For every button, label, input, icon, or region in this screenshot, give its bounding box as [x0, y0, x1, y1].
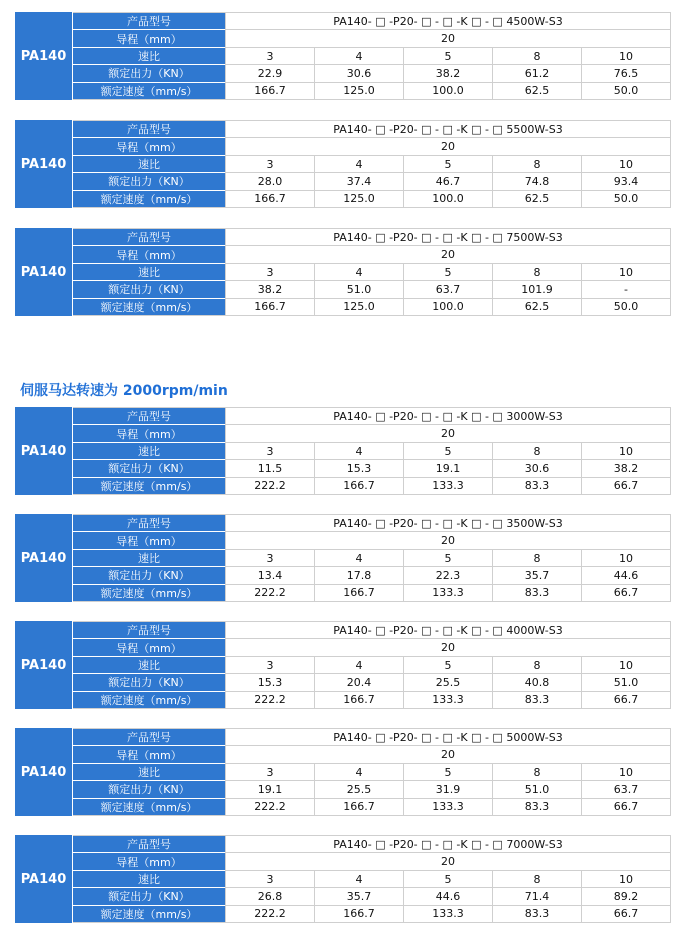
- series-label: PA140: [15, 407, 73, 495]
- row-lead: [73, 853, 671, 870]
- row-speed: [73, 692, 671, 709]
- label-force: 额定出力（KN）: [73, 460, 225, 477]
- label-lead: 导程（mm）: [73, 138, 225, 155]
- speed-value: 50.0: [581, 83, 671, 99]
- ratio-value: 5: [403, 764, 492, 780]
- label-model: 产品型号: [73, 13, 225, 30]
- model-code: PA140- □ -P20- □ - □ -K □ - □ 4500W-S3: [225, 13, 671, 29]
- lead-value: 20: [225, 246, 671, 262]
- speed-value: 50.0: [581, 299, 671, 315]
- speed-value: 166.7: [225, 83, 314, 99]
- row-force: [73, 281, 671, 298]
- force-value: 13.4: [225, 567, 314, 583]
- row-model: [73, 835, 671, 853]
- label-ratio: 速比: [73, 871, 225, 888]
- force-value: -: [581, 281, 671, 297]
- spec-rows: [73, 835, 671, 923]
- ratio-value: 8: [492, 550, 581, 566]
- section-title: 伺服马达转速为 2000rpm/min: [20, 383, 228, 399]
- row-ratio: [73, 48, 671, 65]
- speed-value: 66.7: [581, 799, 671, 815]
- ratio-value: 8: [492, 156, 581, 172]
- force-value: 20.4: [314, 674, 403, 690]
- label-model: 产品型号: [73, 515, 225, 532]
- label-speed: 额定速度（mm/s）: [73, 799, 225, 815]
- force-value: 30.6: [314, 65, 403, 81]
- force-value: 74.8: [492, 173, 581, 189]
- ratio-value: 8: [492, 871, 581, 887]
- ratio-value: 5: [403, 264, 492, 280]
- row-force: [73, 173, 671, 190]
- spec-rows: [73, 12, 671, 100]
- speed-value: 100.0: [403, 191, 492, 207]
- spec-rows: [73, 728, 671, 816]
- speed-value: 166.7: [314, 478, 403, 494]
- speed-value: 222.2: [225, 478, 314, 494]
- force-value: 30.6: [492, 460, 581, 476]
- speed-value: 166.7: [225, 191, 314, 207]
- row-ratio: [73, 657, 671, 674]
- row-ratio: [73, 264, 671, 281]
- ratio-value: 8: [492, 443, 581, 459]
- speed-value: 133.3: [403, 692, 492, 708]
- label-force: 额定出力（KN）: [73, 65, 225, 82]
- row-force: [73, 888, 671, 905]
- model-code: PA140- □ -P20- □ - □ -K □ - □ 4000W-S3: [225, 622, 671, 638]
- force-value: 44.6: [403, 888, 492, 904]
- force-value: 38.2: [225, 281, 314, 297]
- force-value: 11.5: [225, 460, 314, 476]
- label-ratio: 速比: [73, 48, 225, 65]
- speed-value: 166.7: [314, 799, 403, 815]
- label-force: 额定出力（KN）: [73, 281, 225, 298]
- speed-value: 166.7: [314, 906, 403, 922]
- force-value: 71.4: [492, 888, 581, 904]
- row-lead: [73, 138, 671, 155]
- speed-value: 133.3: [403, 585, 492, 601]
- row-model: [73, 728, 671, 746]
- row-model: [73, 12, 671, 30]
- row-force: [73, 674, 671, 691]
- force-value: 15.3: [314, 460, 403, 476]
- label-ratio: 速比: [73, 156, 225, 173]
- label-ratio: 速比: [73, 657, 225, 674]
- speed-value: 83.3: [492, 906, 581, 922]
- force-value: 26.8: [225, 888, 314, 904]
- label-lead: 导程（mm）: [73, 532, 225, 549]
- label-speed: 额定速度（mm/s）: [73, 585, 225, 601]
- force-value: 15.3: [225, 674, 314, 690]
- force-value: 44.6: [581, 567, 671, 583]
- spec-rows: [73, 514, 671, 602]
- ratio-value: 3: [225, 156, 314, 172]
- lead-value: 20: [225, 425, 671, 441]
- row-force: [73, 781, 671, 798]
- label-model: 产品型号: [73, 121, 225, 138]
- row-model: [73, 120, 671, 138]
- force-value: 25.5: [403, 674, 492, 690]
- ratio-value: 10: [581, 764, 671, 780]
- ratio-value: 3: [225, 764, 314, 780]
- row-model: [73, 407, 671, 425]
- ratio-value: 8: [492, 657, 581, 673]
- speed-value: 62.5: [492, 191, 581, 207]
- force-value: 22.3: [403, 567, 492, 583]
- row-force: [73, 460, 671, 477]
- force-value: 35.7: [314, 888, 403, 904]
- lead-value: 20: [225, 853, 671, 869]
- force-value: 25.5: [314, 781, 403, 797]
- row-model: [73, 514, 671, 532]
- spec-table: [15, 228, 671, 316]
- ratio-value: 3: [225, 443, 314, 459]
- ratio-value: 4: [314, 764, 403, 780]
- series-label: PA140: [15, 835, 73, 923]
- lead-value: 20: [225, 138, 671, 154]
- speed-value: 125.0: [314, 299, 403, 315]
- force-value: 101.9: [492, 281, 581, 297]
- row-lead: [73, 425, 671, 442]
- series-label: PA140: [15, 120, 73, 208]
- speed-value: 66.7: [581, 906, 671, 922]
- label-force: 额定出力（KN）: [73, 888, 225, 905]
- label-model: 产品型号: [73, 729, 225, 746]
- lead-value: 20: [225, 639, 671, 655]
- label-model: 产品型号: [73, 836, 225, 853]
- speed-value: 166.7: [314, 692, 403, 708]
- force-value: 38.2: [403, 65, 492, 81]
- label-speed: 额定速度（mm/s）: [73, 906, 225, 922]
- row-force: [73, 567, 671, 584]
- ratio-value: 5: [403, 48, 492, 64]
- ratio-value: 3: [225, 550, 314, 566]
- speed-value: 125.0: [314, 83, 403, 99]
- ratio-value: 4: [314, 550, 403, 566]
- spec-rows: [73, 621, 671, 709]
- ratio-value: 4: [314, 264, 403, 280]
- force-value: 28.0: [225, 173, 314, 189]
- series-label: PA140: [15, 514, 73, 602]
- row-ratio: [73, 764, 671, 781]
- force-value: 51.0: [492, 781, 581, 797]
- row-lead: [73, 639, 671, 656]
- ratio-value: 10: [581, 264, 671, 280]
- label-ratio: 速比: [73, 550, 225, 567]
- row-speed: [73, 585, 671, 602]
- speed-value: 133.3: [403, 799, 492, 815]
- force-value: 17.8: [314, 567, 403, 583]
- speed-value: 83.3: [492, 799, 581, 815]
- force-value: 31.9: [403, 781, 492, 797]
- label-speed: 额定速度（mm/s）: [73, 191, 225, 207]
- label-ratio: 速比: [73, 764, 225, 781]
- row-force: [73, 65, 671, 82]
- row-ratio: [73, 550, 671, 567]
- force-value: 46.7: [403, 173, 492, 189]
- spec-rows: [73, 120, 671, 208]
- ratio-value: 3: [225, 48, 314, 64]
- label-ratio: 速比: [73, 264, 225, 281]
- lead-value: 20: [225, 30, 671, 46]
- label-force: 额定出力（KN）: [73, 674, 225, 691]
- label-model: 产品型号: [73, 408, 225, 425]
- label-force: 额定出力（KN）: [73, 781, 225, 798]
- row-ratio: [73, 871, 671, 888]
- force-value: 93.4: [581, 173, 671, 189]
- ratio-value: 10: [581, 550, 671, 566]
- speed-value: 100.0: [403, 299, 492, 315]
- speed-value: 133.3: [403, 906, 492, 922]
- spec-rows: [73, 407, 671, 495]
- spec-table: [15, 835, 671, 923]
- speed-value: 66.7: [581, 585, 671, 601]
- series-label: PA140: [15, 12, 73, 100]
- series-label: PA140: [15, 228, 73, 316]
- ratio-value: 4: [314, 48, 403, 64]
- force-value: 37.4: [314, 173, 403, 189]
- force-value: 63.7: [403, 281, 492, 297]
- label-speed: 额定速度（mm/s）: [73, 299, 225, 315]
- label-model: 产品型号: [73, 622, 225, 639]
- speed-value: 133.3: [403, 478, 492, 494]
- row-model: [73, 228, 671, 246]
- ratio-value: 10: [581, 443, 671, 459]
- speed-value: 222.2: [225, 906, 314, 922]
- label-lead: 导程（mm）: [73, 639, 225, 656]
- row-speed: [73, 299, 671, 316]
- series-label: PA140: [15, 621, 73, 709]
- ratio-value: 10: [581, 156, 671, 172]
- label-speed: 额定速度（mm/s）: [73, 83, 225, 99]
- label-force: 额定出力（KN）: [73, 567, 225, 584]
- label-lead: 导程（mm）: [73, 246, 225, 263]
- model-code: PA140- □ -P20- □ - □ -K □ - □ 7500W-S3: [225, 229, 671, 245]
- spec-table: [15, 407, 671, 495]
- row-lead: [73, 746, 671, 763]
- speed-value: 83.3: [492, 478, 581, 494]
- force-value: 61.2: [492, 65, 581, 81]
- force-value: 38.2: [581, 460, 671, 476]
- label-lead: 导程（mm）: [73, 853, 225, 870]
- force-value: 40.8: [492, 674, 581, 690]
- lead-value: 20: [225, 532, 671, 548]
- row-lead: [73, 532, 671, 549]
- label-speed: 额定速度（mm/s）: [73, 478, 225, 494]
- lead-value: 20: [225, 746, 671, 762]
- series-label: PA140: [15, 728, 73, 816]
- speed-value: 125.0: [314, 191, 403, 207]
- row-speed: [73, 83, 671, 100]
- model-code: PA140- □ -P20- □ - □ -K □ - □ 7000W-S3: [225, 836, 671, 852]
- row-model: [73, 621, 671, 639]
- label-lead: 导程（mm）: [73, 746, 225, 763]
- ratio-value: 3: [225, 871, 314, 887]
- row-lead: [73, 246, 671, 263]
- spec-table: [15, 621, 671, 709]
- row-speed: [73, 906, 671, 923]
- speed-value: 62.5: [492, 299, 581, 315]
- label-force: 额定出力（KN）: [73, 173, 225, 190]
- label-speed: 额定速度（mm/s）: [73, 692, 225, 708]
- ratio-value: 5: [403, 550, 492, 566]
- spec-table: [15, 120, 671, 208]
- ratio-value: 8: [492, 264, 581, 280]
- label-ratio: 速比: [73, 443, 225, 460]
- force-value: 76.5: [581, 65, 671, 81]
- ratio-value: 4: [314, 443, 403, 459]
- force-value: 19.1: [225, 781, 314, 797]
- ratio-value: 10: [581, 657, 671, 673]
- speed-value: 222.2: [225, 799, 314, 815]
- force-value: 19.1: [403, 460, 492, 476]
- ratio-value: 10: [581, 871, 671, 887]
- speed-value: 66.7: [581, 478, 671, 494]
- spec-rows: [73, 228, 671, 316]
- label-lead: 导程（mm）: [73, 425, 225, 442]
- speed-value: 166.7: [314, 585, 403, 601]
- row-ratio: [73, 443, 671, 460]
- ratio-value: 10: [581, 48, 671, 64]
- ratio-value: 5: [403, 443, 492, 459]
- speed-value: 222.2: [225, 692, 314, 708]
- ratio-value: 5: [403, 156, 492, 172]
- speed-value: 222.2: [225, 585, 314, 601]
- speed-value: 50.0: [581, 191, 671, 207]
- row-speed: [73, 478, 671, 495]
- force-value: 35.7: [492, 567, 581, 583]
- speed-value: 100.0: [403, 83, 492, 99]
- model-code: PA140- □ -P20- □ - □ -K □ - □ 3500W-S3: [225, 515, 671, 531]
- ratio-value: 4: [314, 871, 403, 887]
- spec-table: [15, 514, 671, 602]
- speed-value: 83.3: [492, 585, 581, 601]
- ratio-value: 5: [403, 871, 492, 887]
- speed-value: 166.7: [225, 299, 314, 315]
- force-value: 22.9: [225, 65, 314, 81]
- speed-value: 83.3: [492, 692, 581, 708]
- ratio-value: 4: [314, 156, 403, 172]
- speed-value: 62.5: [492, 83, 581, 99]
- ratio-value: 8: [492, 764, 581, 780]
- label-lead: 导程（mm）: [73, 30, 225, 47]
- model-code: PA140- □ -P20- □ - □ -K □ - □ 5000W-S3: [225, 729, 671, 745]
- force-value: 51.0: [581, 674, 671, 690]
- model-code: PA140- □ -P20- □ - □ -K □ - □ 3000W-S3: [225, 408, 671, 424]
- row-speed: [73, 191, 671, 208]
- spec-table: [15, 12, 671, 100]
- ratio-value: 4: [314, 657, 403, 673]
- speed-value: 66.7: [581, 692, 671, 708]
- row-speed: [73, 799, 671, 816]
- force-value: 63.7: [581, 781, 671, 797]
- spec-table: [15, 728, 671, 816]
- label-model: 产品型号: [73, 229, 225, 246]
- ratio-value: 3: [225, 264, 314, 280]
- ratio-value: 3: [225, 657, 314, 673]
- ratio-value: 8: [492, 48, 581, 64]
- force-value: 51.0: [314, 281, 403, 297]
- row-ratio: [73, 156, 671, 173]
- model-code: PA140- □ -P20- □ - □ -K □ - □ 5500W-S3: [225, 121, 671, 137]
- ratio-value: 5: [403, 657, 492, 673]
- force-value: 89.2: [581, 888, 671, 904]
- row-lead: [73, 30, 671, 47]
